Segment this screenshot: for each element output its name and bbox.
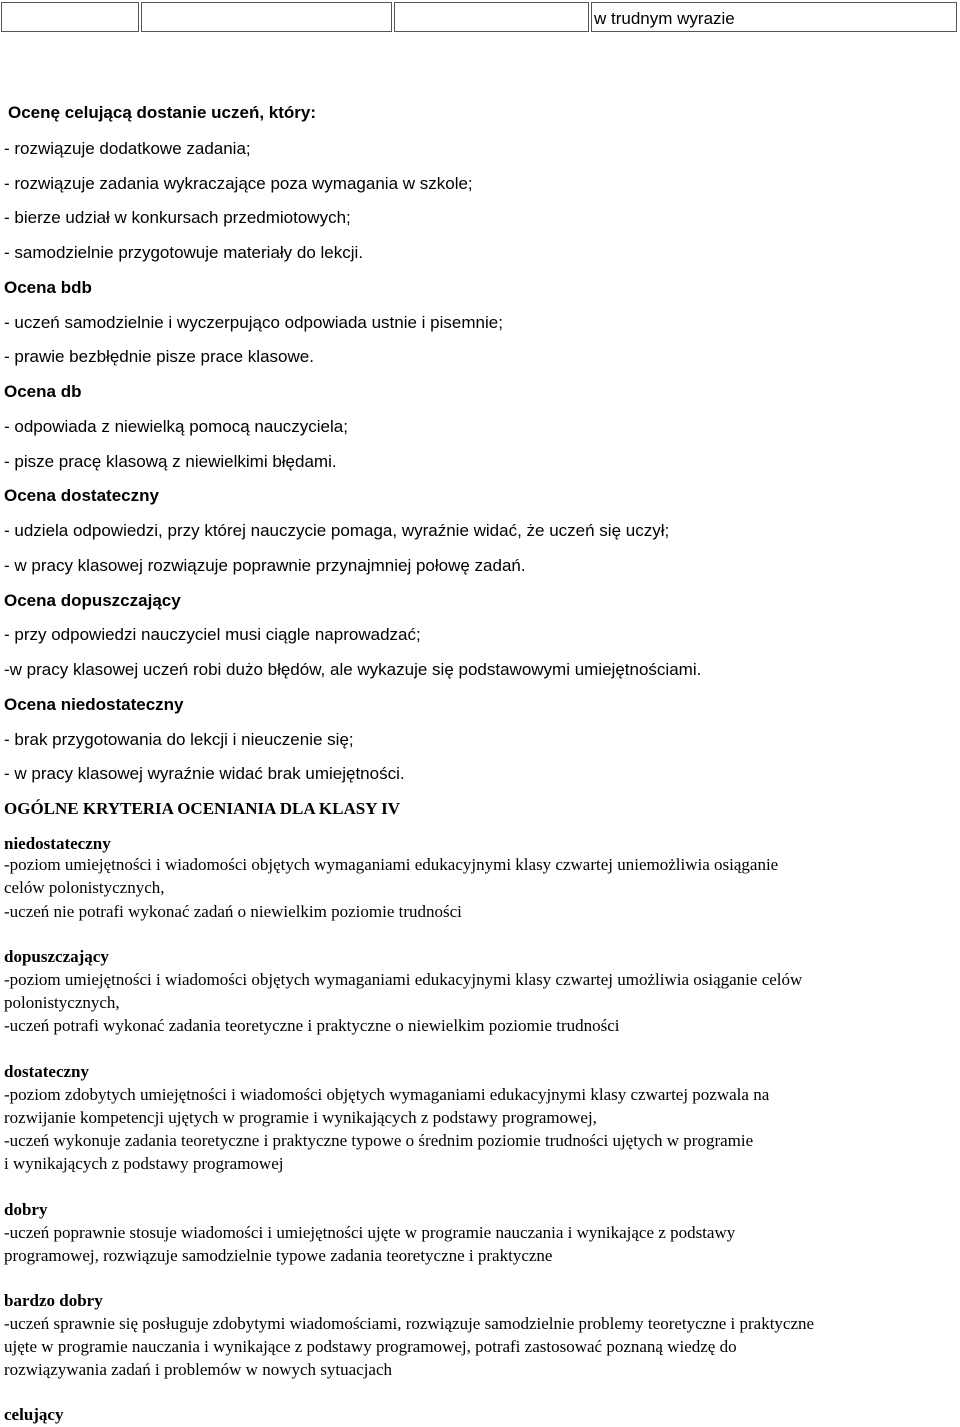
grade-description: celów polonistycznych, xyxy=(4,878,165,897)
grade-description: rozwijanie kompetencji ujętych w programie i wynikających z podstawy programowej, xyxy=(4,1108,597,1127)
list-item: - rozwiązuje dodatkowe zadania; xyxy=(4,139,251,158)
section-heading: Ocena dostateczny xyxy=(4,486,159,505)
list-item: - rozwiązuje zadania wykraczające poza wymagania w szkole; xyxy=(4,174,473,193)
grade-description: i wynikających z podstawy programowej xyxy=(4,1154,284,1173)
grade-description: -uczeń wykonuje zadania teoretyczne i praktyczne typowe o średnim poziomie trudności ujętych w programie xyxy=(4,1131,754,1150)
grade-description: ujęte w programie nauczania i wynikające z podstawy programowej, potrafi zastosować poznaną wiedzę do xyxy=(4,1337,737,1356)
grade-heading: dobry xyxy=(4,1200,48,1219)
grade-heading: dopuszczający xyxy=(4,947,109,966)
table-cell xyxy=(1,2,139,32)
list-item: - przy odpowiedzi nauczyciel musi ciągle naprowadzać; xyxy=(4,625,421,644)
section-heading: Ocena niedostateczny xyxy=(4,695,184,714)
section-heading: Ocena bdb xyxy=(4,278,92,297)
grade-description: programowej, rozwiązuje samodzielnie typowe zadania teoretyczne i praktyczne xyxy=(4,1246,553,1265)
grade-description: -uczeń sprawnie się posługuje zdobytymi wiadomościami, rozwiązuje samodzielnie problemy teoretyczne i praktyczne xyxy=(4,1314,815,1333)
table-cell xyxy=(394,2,589,32)
grade-heading: dostateczny xyxy=(4,1062,89,1081)
list-item: - prawie bezbłędnie pisze prace klasowe. xyxy=(4,347,314,366)
list-item: - samodzielnie przygotowuje materiały do lekcji. xyxy=(4,243,364,262)
grade-heading: bardzo dobry xyxy=(4,1291,103,1310)
list-item: -w pracy klasowej uczeń robi dużo błędów, ale wykazuje się podstawowymi umiejętnościami. xyxy=(4,660,702,679)
list-item: - bierze udział w konkursach przedmiotowych; xyxy=(4,208,351,227)
section-title: OGÓLNE KRYTERIA OCENIANIA DLA KLASY IV xyxy=(4,799,400,818)
grade-description: polonistycznych, xyxy=(4,993,120,1012)
grade-description: -poziom zdobytych umiejętności i wiadomości objętych wymaganiami edukacyjnymi klasy czwartej pozwala na xyxy=(4,1085,770,1104)
section-heading: Ocena dopuszczający xyxy=(4,591,181,610)
grade-description: -uczeń poprawnie stosuje wiadomości i umiejętności ujęte w programie nauczania i wynikające z podstawy xyxy=(4,1223,736,1242)
grade-heading: niedostateczny xyxy=(4,834,111,853)
list-item: - brak przygotowania do lekcji i nieuczenie się; xyxy=(4,730,354,749)
table-cell-text: w trudnym wyrazie xyxy=(594,9,735,28)
grade-description: -uczeń potrafi wykonać zadania teoretyczne i praktyczne o niewielkim poziomie trudności xyxy=(4,1016,620,1035)
list-item: - w pracy klasowej rozwiązuje poprawnie przynajmniej połowę zadań. xyxy=(4,556,526,575)
list-item: - w pracy klasowej wyraźnie widać brak umiejętności. xyxy=(4,764,405,783)
list-item: - odpowiada z niewielką pomocą nauczyciela; xyxy=(4,417,348,436)
section-heading: Ocena db xyxy=(4,382,82,401)
list-item: - uczeń samodzielnie i wyczerpująco odpowiada ustnie i pisemnie; xyxy=(4,313,503,332)
list-item: - pisze pracę klasową z niewielkimi błędami. xyxy=(4,452,337,471)
table-row xyxy=(1,2,957,34)
section-heading: Ocenę celującą dostanie uczeń, który: xyxy=(8,103,317,122)
table-cell xyxy=(591,2,957,32)
grade-description: rozwiązywania zadań i problemów w nowych sytuacjach xyxy=(4,1360,393,1379)
list-item: - udziela odpowiedzi, przy której nauczycie pomaga, wyraźnie widać, że uczeń się uczył; xyxy=(4,521,670,540)
grade-description: -poziom umiejętności i wiadomości objętych wymaganiami edukacyjnymi klasy czwartej uniemożliwia osiąganie xyxy=(4,855,779,874)
grade-description: -uczeń nie potrafi wykonać zadań o niewielkim poziomie trudności xyxy=(4,902,462,921)
grade-heading: celujący xyxy=(4,1405,64,1424)
table-cell xyxy=(141,2,392,32)
grade-description: -poziom umiejętności i wiadomości objętych wymaganiami edukacyjnymi klasy czwartej umożliwia osiąganie celów xyxy=(4,970,803,989)
